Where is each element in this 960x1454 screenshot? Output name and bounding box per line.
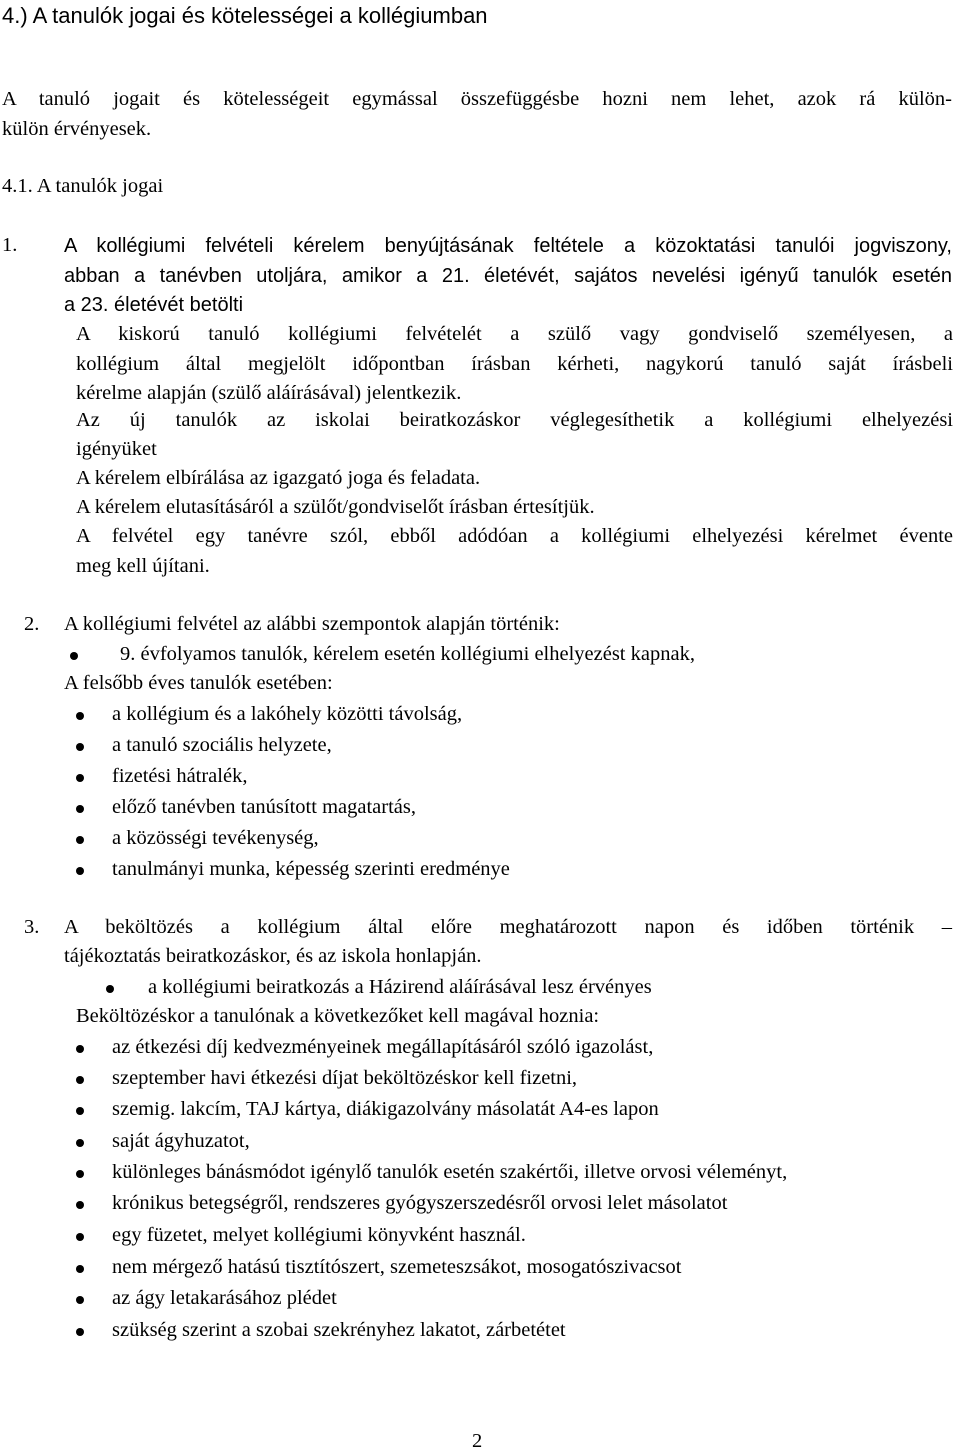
item1-para-line-6: A kérelem elbírálása az igazgató joga és feladata. [76, 467, 481, 489]
item1-line-1: A kollégiumi felvételi kérelem benyújtásának feltétele a közoktatási tanulói jogviszony, [64, 235, 952, 257]
item1-line-3: a 23. életévét betölti [64, 294, 244, 316]
item3-bullet-4: saját ágyhuzatot, [112, 1130, 250, 1152]
item3-line-2: tájékoztatás beiratkozáskor, és az iskola honlapján. [64, 945, 482, 967]
bullet-icon [76, 867, 84, 875]
item3-line-1: A beköltözés a kollégium által előre meghatározott napon és időben történik – [64, 916, 952, 938]
bullet-icon [76, 743, 84, 751]
bullet-icon [76, 1233, 84, 1241]
item3-bullet-3: szemig. lakcím, TAJ kártya, diákigazolvány másolatát A4-es lapon [112, 1098, 659, 1120]
item1-para-line-5: igényüket [76, 438, 157, 460]
item1-line-2: abban a tanévben utoljára, amikor a 21. életévét, sajátos nevelési igényű tanulók esetén [64, 265, 952, 287]
item3-bullet-1: az étkezési díj kedvezményeinek megállapításáról szóló igazolást, [112, 1036, 654, 1058]
bullet-icon [70, 652, 78, 660]
page-number: 2 [472, 1430, 483, 1452]
page-heading: 4.) A tanulók jogai és kötelességei a kollégiumban [2, 3, 488, 28]
bullet-icon [76, 1265, 84, 1273]
item3-bullet-10: szükség szerint a szobai szekrényhez lakatot, zárbetétet [112, 1319, 566, 1341]
section-title: 4.1. A tanulók jogai [2, 175, 164, 197]
bullet-icon [76, 774, 84, 782]
item3-bullet-5: különleges bánásmódot igénylő tanulók esetén szakértői, illetve orvosi véleményt, [112, 1161, 788, 1183]
item3-bullet-9: az ágy letakarásához plédet [112, 1287, 337, 1309]
bullet-icon [76, 836, 84, 844]
item1-para-line-8: A felvétel egy tanévre szól, ebből adódóan a kollégiumi elhelyezési kérelmet évente [76, 525, 953, 547]
item3-bullet-6: krónikus betegségről, rendszeres gyógyszerszedésről orvosi lelet másolatot [112, 1192, 728, 1214]
item2-sub-heading: A felsőbb éves tanulók esetében: [64, 672, 333, 694]
item1-number: 1. [2, 234, 18, 256]
bullet-icon [76, 1328, 84, 1336]
item2-text: A kollégiumi felvétel az alábbi szempontok alapján történik: [64, 613, 560, 635]
bullet-icon [76, 1139, 84, 1147]
item1-para-line-9: meg kell újítani. [76, 555, 210, 577]
item1-para-line-1: A kiskorú tanuló kollégiumi felvételét a szülő vagy gondviselő személyesen, a [76, 323, 953, 345]
item2-bullet-3: fizetési hátralék, [112, 765, 248, 787]
item2-bullet-1: a kollégium és a lakóhely közötti távolság, [112, 703, 463, 725]
item3-sub-heading: Beköltözéskor a tanulónak a következőket kell magával hoznia: [76, 1005, 600, 1027]
item3-bullet-2: szeptember havi étkezési díjat beköltözéskor kell fizetni, [112, 1067, 578, 1089]
bullet-icon [76, 805, 84, 813]
item2-bullet-4: előző tanévben tanúsított magatartás, [112, 796, 416, 818]
item3-number: 3. [24, 916, 40, 938]
item1-para-line-4: Az új tanulók az iskolai beiratkozáskor véglegesíthetik a kollégiumi elhelyezési [76, 409, 953, 431]
bullet-icon [76, 1045, 84, 1053]
bullet-icon [76, 1107, 84, 1115]
intro-line-2: külön érvényesek. [2, 118, 152, 140]
bullet-icon [76, 1170, 84, 1178]
item1-para-line-7: A kérelem elutasításáról a szülőt/gondviselőt írásban értesítjük. [76, 496, 595, 518]
item1-para-line-3: kérelme alapján (szülő aláírásával) jelentkezik. [76, 382, 462, 404]
bullet-icon [76, 712, 84, 720]
item2-number: 2. [24, 613, 40, 635]
bullet-icon [76, 1296, 84, 1304]
item3-bullet-7: egy füzetet, melyet kollégiumi könyvként használ. [112, 1224, 526, 1246]
intro-line-1: A tanuló jogait és kötelességeit egymással összefüggésbe hozni nem lehet, azok rá külön- [2, 88, 952, 110]
bullet-icon [106, 985, 114, 993]
item2-bullet-5: a közösségi tevékenység, [112, 827, 319, 849]
item2-bullet-2: a tanuló szociális helyzete, [112, 734, 332, 756]
bullet-icon [76, 1201, 84, 1209]
item2-first-bullet: 9. évfolyamos tanulók, kérelem esetén kollégiumi elhelyezést kapnak, [120, 643, 695, 665]
item1-para-line-2: kollégium által megjelölt időpontban írásban kérheti, nagykorú tanuló saját írásbeli [76, 353, 953, 375]
bullet-icon [76, 1076, 84, 1084]
item3-bullet-8: nem mérgező hatású tisztítószert, szemeteszsákot, mosogatószivacsot [112, 1256, 682, 1278]
item2-bullet-6: tanulmányi munka, képesség szerinti eredménye [112, 858, 510, 880]
item3-first-bullet: a kollégiumi beiratkozás a Házirend aláírásával lesz érvényes [148, 976, 652, 998]
